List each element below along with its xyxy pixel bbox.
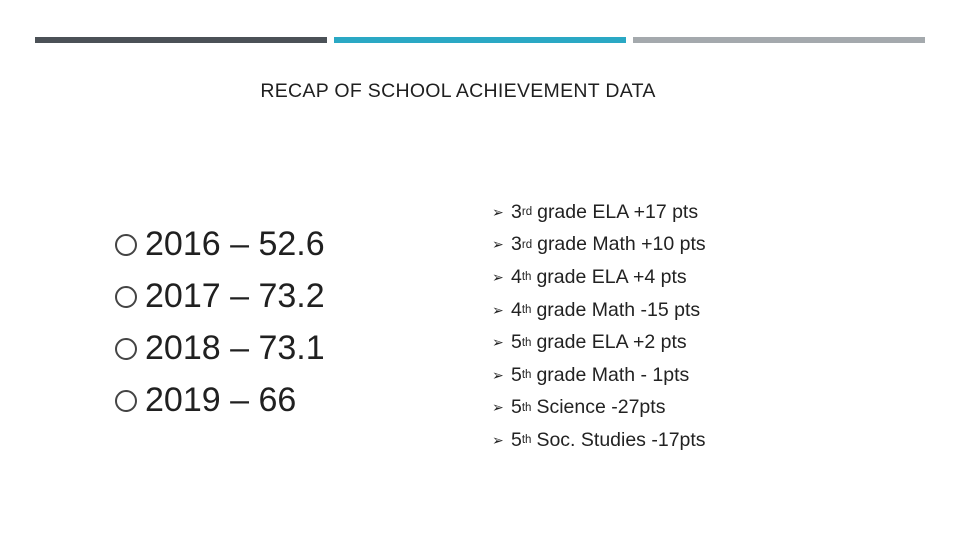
change-text: grade Math +10 pts — [537, 233, 706, 256]
year-score: 2018 – 73.1 — [145, 328, 325, 367]
yearly-scores-list — [115, 218, 325, 426]
change-text: Science -27pts — [536, 396, 666, 419]
grade-changes-list — [492, 196, 706, 457]
change-text: grade Math - 1pts — [536, 363, 690, 386]
grade-number: 4 — [511, 298, 522, 321]
change-text: grade Math -15 pts — [536, 298, 701, 321]
slide-title: RECAP OF SCHOOL ACHIEVEMENT DATA — [260, 80, 656, 102]
header-bar-teal — [334, 37, 626, 43]
change-text: grade ELA +17 pts — [537, 200, 699, 223]
list-item: ➢ 5 th grade ELA +2 pts — [492, 331, 687, 354]
year-score: 2017 – 73.2 — [145, 276, 325, 315]
grade-number: 5 — [511, 331, 522, 354]
year-score: 2019 – 66 — [145, 380, 297, 419]
grade-number: 5 — [511, 396, 522, 419]
year-score: 2016 – 52.6 — [145, 224, 325, 263]
grade-number: 5 — [511, 428, 522, 451]
list-item: ➢ 5 th grade Math - 1pts — [492, 363, 690, 386]
arrow-bullet-icon: ➢ — [492, 366, 504, 383]
circle-bullet-icon — [115, 234, 137, 256]
grade-number: 3 — [511, 233, 522, 256]
arrow-bullet-icon: ➢ — [492, 268, 504, 285]
change-text: grade ELA +4 pts — [536, 265, 687, 288]
arrow-bullet-icon: ➢ — [492, 334, 504, 351]
list-item: ➢ 3 rd grade ELA +17 pts — [492, 200, 699, 223]
header-bar-dark — [35, 37, 327, 43]
arrow-bullet-icon: ➢ — [492, 431, 504, 448]
circle-bullet-icon — [115, 390, 137, 412]
circle-bullet-icon — [115, 338, 137, 360]
list-item — [115, 270, 325, 322]
grade-number: 5 — [511, 363, 522, 386]
list-item — [115, 218, 325, 270]
grade-number: 3 — [511, 200, 522, 223]
list-item: ➢ 5 th Science -27pts — [492, 396, 666, 419]
arrow-bullet-icon: ➢ — [492, 301, 504, 318]
circle-bullet-icon — [115, 286, 137, 308]
list-item: ➢ 4 th grade Math -15 pts — [492, 298, 701, 321]
arrow-bullet-icon: ➢ — [492, 203, 504, 220]
change-text: Soc. Studies -17pts — [536, 428, 706, 451]
change-text: grade ELA +2 pts — [536, 331, 687, 354]
grade-number: 4 — [511, 265, 522, 288]
arrow-bullet-icon: ➢ — [492, 236, 504, 253]
arrow-bullet-icon: ➢ — [492, 399, 504, 416]
list-item — [115, 374, 325, 426]
list-item: ➢ 4 th grade ELA +4 pts — [492, 265, 687, 288]
list-item — [115, 322, 325, 374]
header-bar-gray — [633, 37, 925, 43]
list-item: ➢ 5 th Soc. Studies -17pts — [492, 428, 706, 451]
list-item: ➢ 3 rd grade Math +10 pts — [492, 233, 706, 256]
